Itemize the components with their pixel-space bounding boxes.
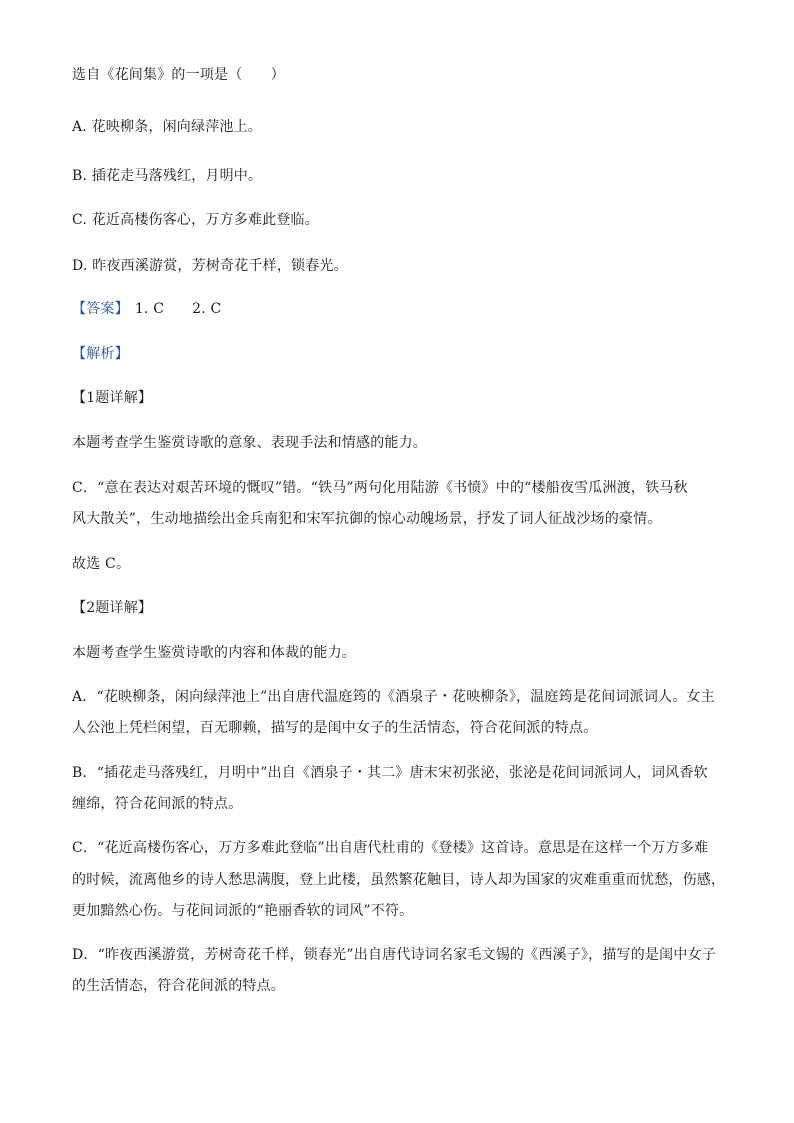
detail1-intro: 本题考查学生鉴赏诗歌的意象、表现手法和情感的能力。: [72, 435, 427, 451]
answer-value-1: 1. C: [134, 301, 165, 317]
detail2-d-line-2: 的生活情态，符合花间派的特点。: [72, 978, 285, 994]
analysis-label: 【解析】: [72, 346, 129, 362]
option-a: A. 花映柳条，闲向绿萍池上。: [72, 119, 263, 135]
option-d: D. 昨夜西溪游赏，芳树奇花千样，锁春光。: [72, 258, 348, 274]
question-stem: 选自《花间集》的一项是（ ）: [72, 67, 285, 83]
detail1-line-1: C．“意在表达对艰苦环境的慨叹”错。“铁马”两句化用陆游《书愤》中的“楼船夜雪瓜洲渡，铁马秋: [72, 480, 688, 496]
detail2-c-line-3: 更加黯然心伤。与花间词派的“艳丽香软的词风”不符。: [72, 903, 414, 919]
detail2-c-line-2: 的时候，流离他乡的诗人愁思满腹，登上此楼，虽然繁花触目，诗人却为国家的灾难重重而忧愁，伤感，: [72, 872, 726, 888]
answer-label: 【答案】: [72, 301, 129, 317]
answer-line: [72, 299, 221, 319]
detail2-a-line-1: A．“花映柳条，闲向绿萍池上”出自唐代温庭筠的《酒泉子・花映柳条》，温庭筠是花间词派词人。女主: [72, 689, 715, 705]
answer-value-2: 2. C: [192, 301, 222, 317]
detail2-a-line-2: 人公池上凭栏闲望，百无聊赖，描写的是闺中女子的生活情态，符合花间派的特点。: [72, 720, 598, 736]
detail1-line-2: 风大散关”，生动地描绘出金兵南犯和宋军抗御的惊心动魄场景，抒发了词人征战沙场的豪情。: [72, 511, 662, 527]
detail2-b-line-2: 缠绵，符合花间派的特点。: [72, 796, 243, 812]
detail2-d-line-1: D．“昨夜西溪游赏，芳树奇花千样，锁春光”出自唐代诗词名家毛文锡的《西溪子》，描写的是闺中女子: [72, 947, 716, 963]
detail1-label: 【1题详解】: [72, 390, 153, 406]
detail2-b-line-1: B．“插花走马落残红，月明中”出自《酒泉子・其二》唐末宋初张泌，张泌是花间词派词人，词风香软: [72, 765, 708, 781]
option-b: B. 插花走马落残红，月明中。: [72, 168, 263, 184]
option-c: C. 花近高楼伤客心，万方多难此登临。: [72, 212, 319, 228]
detail2-c-line-1: C．“花近高楼伤客心，万方多难此登临”出自唐代杜甫的《登楼》这首诗。意思是在这样一个万方多难: [72, 840, 709, 856]
detail1-conclusion: 故选 C。: [72, 556, 131, 572]
detail2-label: 【2题详解】: [72, 600, 153, 616]
detail2-intro: 本题考查学生鉴赏诗歌的内容和体裁的能力。: [72, 645, 356, 661]
